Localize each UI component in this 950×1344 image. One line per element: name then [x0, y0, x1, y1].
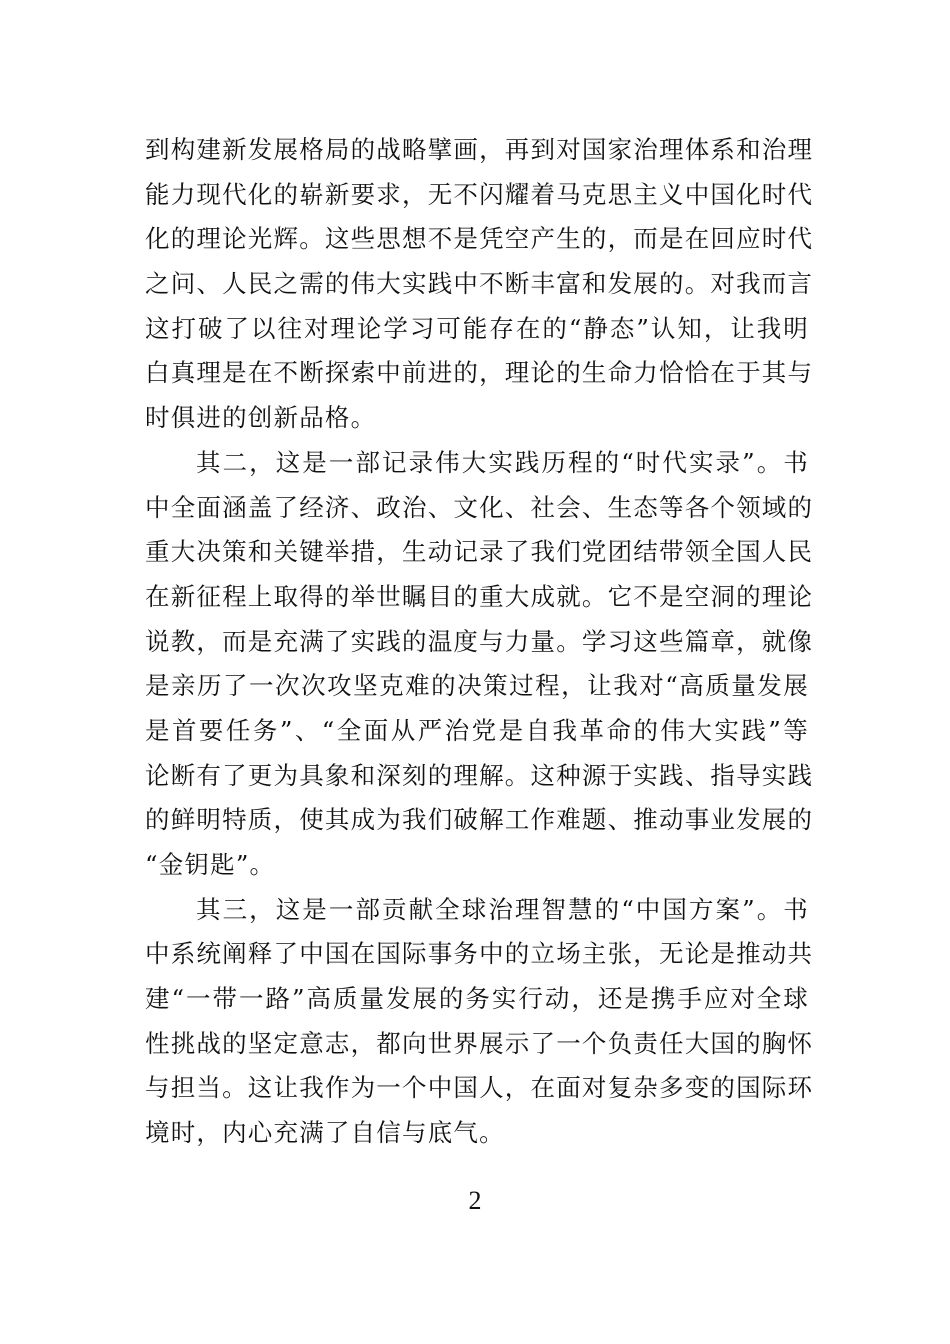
text-line: 是亲历了一次次攻坚克难的决策过程，让我对“高质量发展: [145, 671, 809, 701]
text-line: 中全面涵盖了经济、政治、文化、社会、生态等各个领域的: [145, 492, 814, 522]
text-line: “金钥匙”。: [145, 850, 276, 879]
paragraph: [145, 128, 814, 441]
text-line: 建“一带一路”高质量发展的务实行动，还是携手应对全球: [145, 984, 809, 1014]
text-line: 这打破了以往对理论学习可能存在的“静态”认知，让我明: [145, 313, 809, 343]
text-line: 说教，而是充满了实践的温度与力量。学习这些篇章，就像: [145, 626, 814, 656]
text-line: 时俱进的创新品格。: [145, 403, 377, 433]
text-line: 性挑战的坚定意志，都向世界展示了一个负责任大国的胸怀: [145, 1028, 814, 1058]
text-line: 的鲜明特质，使其成为我们破解工作难题、推动事业发展的: [145, 805, 814, 835]
text-line: 境时，内心充满了自信与底气。: [145, 1118, 505, 1148]
text-line: 化的理论光辉。这些思想不是凭空产生的，而是在回应时代: [145, 224, 814, 254]
text-line: 在新征程上取得的举世瞩目的重大成就。它不是空洞的理论: [145, 581, 814, 611]
text-line: 中系统阐释了中国在国际事务中的立场主张，无论是推动共: [145, 939, 814, 969]
text-line: 其二，这是一部记录伟大实践历程的“时代实录”。书: [196, 447, 809, 477]
text-line: 其三，这是一部贡献全球治理智慧的“中国方案”。书: [196, 894, 809, 924]
page-number: 2: [468, 1186, 482, 1215]
text-line: 论断有了更为具象和深刻的理解。这种源于实践、指导实践: [145, 760, 814, 790]
text-line: 白真理是在不断探索中前进的，理论的生命力恰恰在于其与: [145, 358, 814, 388]
text-line: 与担当。这让我作为一个中国人，在面对复杂多变的国际环: [145, 1073, 814, 1103]
paragraph: [145, 441, 814, 888]
text-line: 到构建新发展格局的战略擘画，再到对国家治理体系和治理: [145, 135, 814, 164]
paragraph: [145, 888, 814, 1156]
text-line: 重大决策和关键举措，生动记录了我们党团结带领全国人民: [145, 537, 814, 567]
text-line: 是首要任务”、“全面从严治党是自我革命的伟大实践”等: [145, 715, 809, 745]
body-text: [145, 128, 814, 1156]
text-line: 能力现代化的崭新要求，无不闪耀着马克思主义中国化时代: [145, 179, 814, 209]
text-line: 之问、人民之需的伟大实践中不断丰富和发展的。对我而言: [145, 269, 814, 299]
